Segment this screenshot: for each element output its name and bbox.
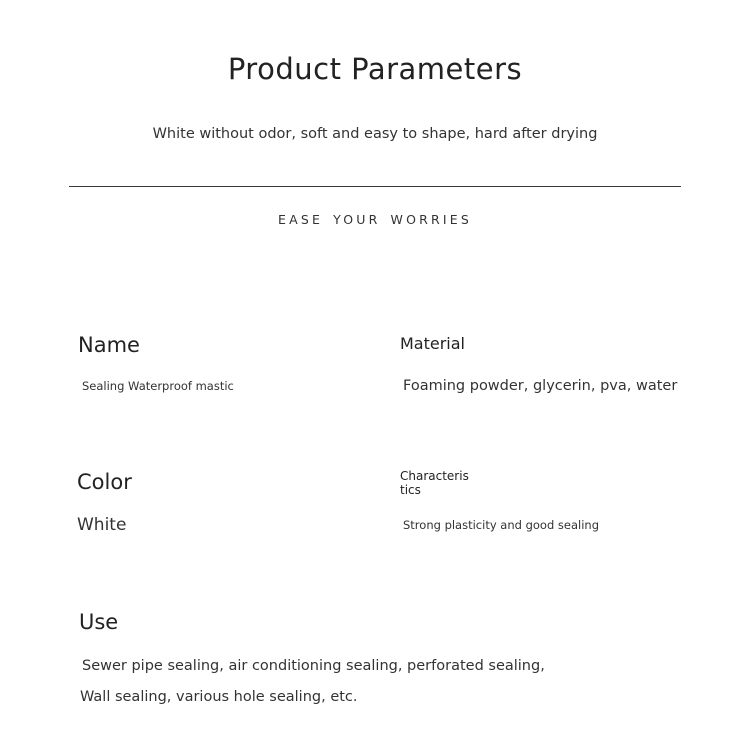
tagline (0, 212, 750, 227)
use-label: Use (79, 610, 119, 634)
name-value: Sealing Waterproof mastic (82, 379, 234, 393)
name-label: Name (78, 333, 140, 357)
characteristics-label-line: Characteris (400, 469, 469, 483)
use-value-line: Wall sealing, various hole sealing, etc. (80, 689, 358, 705)
divider (69, 186, 681, 187)
tagline-word: EASE (277, 212, 324, 227)
color-value: White (77, 515, 127, 535)
page-subtitle: White without odor, soft and easy to shape, hard after drying (152, 126, 598, 142)
tagline-word: YOUR (333, 212, 381, 227)
tagline-word: WORRIES (390, 212, 473, 227)
color-label: Color (77, 470, 132, 494)
characteristics-label (400, 469, 490, 497)
material-value: Foaming powder, glycerin, pva, water (403, 378, 678, 394)
material-label: Material (400, 334, 465, 353)
characteristics-label-line: tics (400, 483, 421, 497)
characteristics-value: Strong plasticity and good sealing (403, 518, 599, 532)
page-title: Product Parameters (227, 52, 523, 86)
use-value-line: Sewer pipe sealing, air conditioning sealing, perforated sealing, (82, 658, 545, 674)
